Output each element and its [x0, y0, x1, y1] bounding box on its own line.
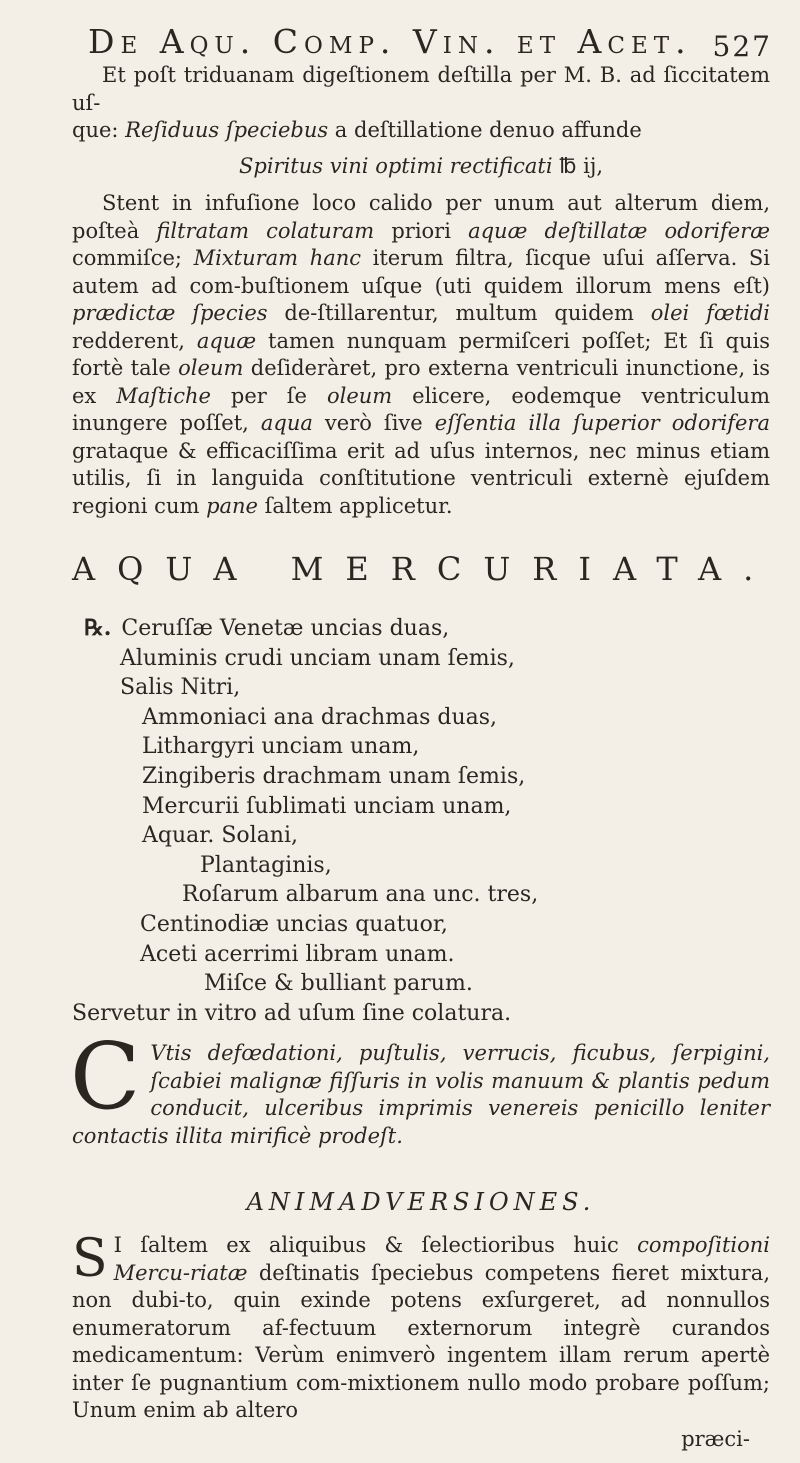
recipe-list [72, 614, 770, 1028]
usus-paragraph [70, 1023, 770, 1150]
recipe-line: Lithargyri unciam unam, [142, 734, 420, 760]
catchword: præci- [681, 1426, 750, 1451]
recipe-line: Aquar. Solani, [142, 823, 299, 849]
recipe-line: Miſce & bulliant parum. [204, 971, 473, 997]
paragraph-infusion: Stent in infuſione loco calido per unum aut alterum diem, poſteà filtratam colaturam priori aquæ deſtillatæ odoriferæ commiſce; Mixturam hanc iterum filtra, ſicque uſui aſſerva. Si autem ad com-buſtionem uſque (uti quidem illorum mens eſt) prædictæ ſpecies de-ſtillarentur, multum quidem olei fœtidi redderent, aquæ tamen nunquam permiſceri poſſet; Et ſi quis fortè tale oleum deſideràret, pro externa ventriculi inunctione, is ex Maſtiche per ſe oleum elicere, eodemque ventriculum inungere poſſet, aqua verò ſive eſſentia illa ſuperior odorifera grataque & efficaciſſima erit ad uſus internos, nec minus etiam utilis, ſi in languida conſtitutione ventriculi externè ejuſdem regioni cum pane ſaltem applicetur. [72, 191, 770, 518]
subheading-animadversiones: ANIMADVERSIONES. [246, 1188, 596, 1217]
page-number: 527 [712, 30, 772, 63]
recipe-line: Roſarum albarum ana unc. tres, [182, 882, 539, 908]
intro-line-2: que: Reſiduus ſpeciebus a deſtillatione denuo affunde [72, 118, 642, 142]
recipe-line: Aluminis crudi unciam unam ſemis, [120, 645, 515, 671]
recipe-symbol: ℞. [84, 615, 112, 641]
animadversiones-text: I ſaltem ex aliquibus & ſelectioribus huic compoſitioni Mercu-riatæ deſtinatis ſpeciebus competens fieret mixtura, non dubi-to, quin exinde potens exſurgeret, ad nonnullos enumeratorum af-fectuum externorum integrè curandos medicamentum: Verùm enimverò ingentem illam rerum apertè inter ſe pugnantium com-mixtionem nullo modo probare poſſum; Unum enim ab altero [72, 1233, 770, 1423]
recipe-line: Ammoniaci ana drachmas duas, [142, 704, 498, 730]
recipe-line: Aceti acerrimi libram unam. [140, 941, 455, 967]
usus-text: Vtis defœdationi, puſtulis, verrucis, ficubus, ſerpigini, ſcabiei malignæ fiſſuris in volis manuum & plantis pedum conducit, ulceribus imprimis venereis penicillo leniter contactis illita mirificè prodeſt. [72, 1041, 770, 1148]
spirit-ingredient: Spiritus vini optimi rectificati ℔ ij, [238, 153, 604, 178]
page-body [70, 62, 776, 1451]
recipe-line: Mercurii ſublimati unciam unam, [142, 793, 512, 819]
dropcap-c: C [70, 1023, 141, 1131]
recipe-line: ℞. Ceruſſæ Venetæ uncias duas, [84, 615, 450, 641]
running-head: De Aqu. Comp. Vin. et Acet. [88, 22, 692, 61]
dropcap-s: S [72, 1229, 108, 1290]
recipe-line: Zingiberis drachmam unam ſemis, [142, 763, 526, 789]
recipe-line: Servetur in vitro ad uſum ſine colatura. [72, 1000, 512, 1026]
recipe-line: Salis Nitri, [120, 675, 241, 701]
intro-line: Et poſt triduanam digeſtionem deſtilla per M. B. ad ſiccitatem uſ- [72, 63, 770, 115]
recipe-line: Plantaginis, [200, 852, 332, 878]
section-title: AQUA MERCURIATA. [72, 550, 776, 588]
animadversiones-paragraph [72, 1229, 770, 1425]
recipe-line: Centinodiæ uncias quatuor, [140, 911, 448, 937]
